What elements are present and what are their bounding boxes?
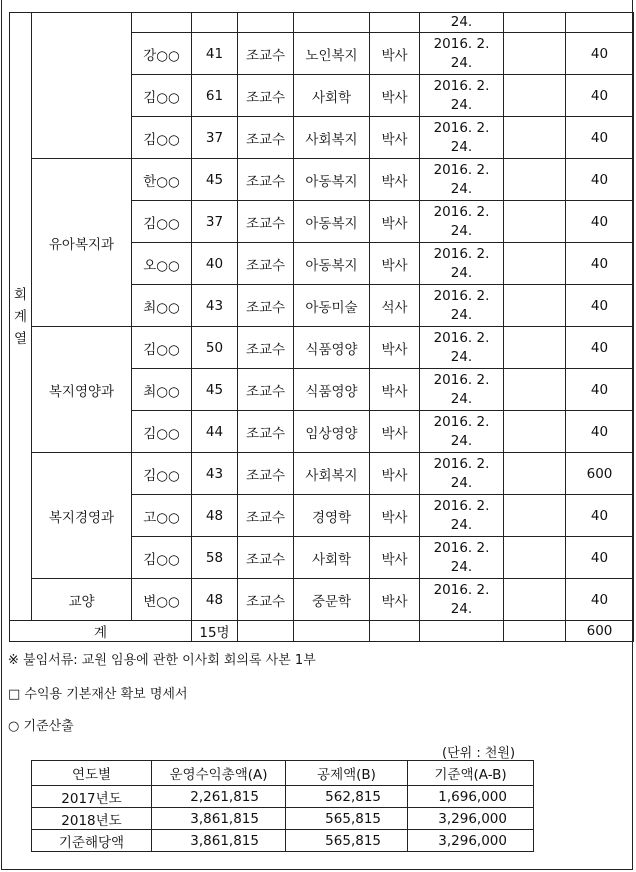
faculty-major: 아동복지 [294, 201, 370, 243]
department-cell: 복지영양과 [32, 327, 132, 453]
appointment-date [420, 369, 504, 411]
appointment-date-tail: 24. [420, 13, 504, 33]
faculty-rank: 조교수 [238, 369, 294, 411]
blank-cell [504, 33, 566, 75]
faculty-rank: 조교수 [238, 201, 294, 243]
column-header: 공제액(B) [286, 761, 408, 786]
department-cell: 유아복지과 [32, 159, 132, 327]
appointment-date-line: 2016. 2. [433, 161, 490, 178]
blank-cell [238, 621, 294, 642]
group-label-char: 열 [13, 330, 28, 347]
appointment-date-line: 24. [450, 306, 473, 323]
faculty-rank: 조교수 [238, 285, 294, 327]
faculty-major: 식품영양 [294, 369, 370, 411]
appointment-date-line: 2016. 2. [433, 581, 490, 598]
faculty-age: 40 [192, 243, 238, 285]
department-cell: 복지경영과 [32, 453, 132, 579]
total-amount: 600 [566, 621, 634, 642]
faculty-major: 임상영양 [294, 411, 370, 453]
faculty-age: 43 [192, 285, 238, 327]
amount-cell: 600 [566, 453, 634, 495]
blank-cell [294, 621, 370, 642]
faculty-major: 아동복지 [294, 243, 370, 285]
appointment-date-line: 24. [450, 516, 473, 533]
amount-cell: 40 [566, 537, 634, 579]
value-cell: 565,815 [286, 808, 408, 830]
attachment-note: ※ 불임서류: 교원 임용에 관한 이사회 회의록 사본 1부 [8, 653, 316, 668]
appointment-date-line: 24. [450, 222, 473, 239]
column-header: 연도별 [32, 761, 152, 786]
faculty-age: 58 [192, 537, 238, 579]
appointment-date-line: 2016. 2. [433, 203, 490, 220]
faculty-degree: 박사 [370, 495, 420, 537]
table-header-row [32, 761, 534, 786]
amount-cell: 40 [566, 411, 634, 453]
appointment-date-line: 2016. 2. [433, 371, 490, 388]
faculty-rank: 조교수 [238, 327, 294, 369]
faculty-degree: 박사 [370, 33, 420, 75]
appointment-date-line: 2016. 2. [433, 119, 490, 136]
faculty-name: 최○○ [132, 369, 192, 411]
blank-cell [504, 537, 566, 579]
faculty-rank: 조교수 [238, 495, 294, 537]
faculty-rank: 조교수 [238, 411, 294, 453]
appointment-date-line: 24. [450, 600, 473, 617]
faculty-name: 김○○ [132, 201, 192, 243]
faculty-name: 김○○ [132, 411, 192, 453]
row-label: 2017년도 [32, 786, 152, 808]
faculty-name: 김○○ [132, 117, 192, 159]
faculty-age: 37 [192, 201, 238, 243]
department-cell: 교양 [32, 579, 132, 621]
faculty-age: 44 [192, 411, 238, 453]
value-cell: 3,861,815 [152, 830, 286, 852]
faculty-degree: 박사 [370, 411, 420, 453]
table-row [10, 159, 634, 201]
appointment-date [420, 159, 504, 201]
amount-cell: 40 [566, 495, 634, 537]
faculty-rank: 조교수 [238, 537, 294, 579]
faculty-name: 고○○ [132, 495, 192, 537]
faculty-name: 김○○ [132, 75, 192, 117]
value-cell: 3,296,000 [408, 830, 534, 852]
blank-cell [504, 453, 566, 495]
faculty-name: 김○○ [132, 453, 192, 495]
blank-cell [504, 117, 566, 159]
value-cell: 3,861,815 [152, 808, 286, 830]
faculty-roster-table [9, 12, 634, 642]
amount-cell: 40 [566, 579, 634, 621]
statement-title: □ 수익용 기본재산 확보 명세서 [8, 687, 188, 702]
appointment-date [420, 453, 504, 495]
faculty-degree: 박사 [370, 243, 420, 285]
appointment-date [420, 579, 504, 621]
table-row [10, 13, 634, 33]
faculty-degree: 박사 [370, 369, 420, 411]
appointment-date [420, 537, 504, 579]
blank-cell [504, 621, 566, 642]
row-label: 기준해당액 [32, 830, 152, 852]
amount-cell: 40 [566, 243, 634, 285]
faculty-degree: 박사 [370, 75, 420, 117]
amount-cell: 40 [566, 285, 634, 327]
appointment-date [420, 327, 504, 369]
appointment-date-line: 24. [450, 390, 473, 407]
appointment-date [420, 243, 504, 285]
blank-cell [504, 411, 566, 453]
faculty-degree: 박사 [370, 117, 420, 159]
faculty-degree: 박사 [370, 579, 420, 621]
faculty-age: 61 [192, 75, 238, 117]
total-label: 계 [10, 621, 192, 642]
faculty-degree: 박사 [370, 453, 420, 495]
faculty-major: 사회학 [294, 75, 370, 117]
blank-cell [420, 621, 504, 642]
amount-cell: 40 [566, 159, 634, 201]
faculty-rank: 조교수 [238, 117, 294, 159]
appointment-date-line: 2016. 2. [433, 539, 490, 556]
faculty-name: 변○○ [132, 579, 192, 621]
amount-cell: 40 [566, 369, 634, 411]
total-count: 15명 [192, 621, 238, 642]
appointment-date [420, 201, 504, 243]
appointment-date-line: 2016. 2. [433, 77, 490, 94]
faculty-major: 경영학 [294, 495, 370, 537]
department-group-cell [10, 13, 32, 621]
appointment-date-line: 24. [450, 432, 473, 449]
column-header: 기준액(A-B) [408, 761, 534, 786]
appointment-date-line: 24. [450, 138, 473, 155]
appointment-date-line: 2016. 2. [433, 329, 490, 346]
faculty-degree: 박사 [370, 159, 420, 201]
amount-cell: 40 [566, 117, 634, 159]
faculty-major: 사회학 [294, 537, 370, 579]
value-cell: 562,815 [286, 786, 408, 808]
blank-cell [504, 75, 566, 117]
appointment-date-line: 2016. 2. [433, 455, 490, 472]
faculty-age: 50 [192, 327, 238, 369]
faculty-name: 김○○ [132, 327, 192, 369]
basis-body [32, 761, 534, 852]
group-label-char: 회 [13, 286, 28, 303]
amount-cell: 40 [566, 327, 634, 369]
faculty-name: 김○○ [132, 537, 192, 579]
blank-cell [504, 285, 566, 327]
amount-cell: 40 [566, 75, 634, 117]
appointment-date-line: 24. [450, 96, 473, 113]
faculty-major: 사회복지 [294, 117, 370, 159]
blank-cell [504, 369, 566, 411]
faculty-age: 37 [192, 117, 238, 159]
table-row [10, 327, 634, 369]
appointment-date [420, 495, 504, 537]
value-cell: 3,296,000 [408, 808, 534, 830]
blank-cell [504, 579, 566, 621]
basis-table [31, 760, 534, 852]
faculty-major: 노인복지 [294, 33, 370, 75]
faculty-age: 41 [192, 33, 238, 75]
total-row [10, 621, 634, 642]
faculty-age: 48 [192, 579, 238, 621]
faculty-rank: 조교수 [238, 579, 294, 621]
appointment-date-line: 24. [450, 474, 473, 491]
roster-body [10, 13, 634, 642]
faculty-degree: 석사 [370, 285, 420, 327]
faculty-rank: 조교수 [238, 453, 294, 495]
value-cell: 2,261,815 [152, 786, 286, 808]
row-label: 2018년도 [32, 808, 152, 830]
appointment-date [420, 285, 504, 327]
faculty-degree: 박사 [370, 327, 420, 369]
department-cell [32, 13, 132, 159]
faculty-degree: 박사 [370, 201, 420, 243]
appointment-date-line: 2016. 2. [433, 245, 490, 262]
amount-cell: 40 [566, 33, 634, 75]
appointment-date-line: 2016. 2. [433, 497, 490, 514]
basis-title: ○ 기준산출 [8, 719, 74, 734]
appointment-date [420, 33, 504, 75]
faculty-rank: 조교수 [238, 243, 294, 285]
department-group-label [10, 284, 31, 350]
table-row [32, 830, 534, 852]
faculty-rank: 조교수 [238, 33, 294, 75]
blank-cell [370, 621, 420, 642]
faculty-age: 43 [192, 453, 238, 495]
appointment-date-line: 2016. 2. [433, 35, 490, 52]
faculty-major: 식품영양 [294, 327, 370, 369]
faculty-major: 사회복지 [294, 453, 370, 495]
blank-cell [504, 159, 566, 201]
faculty-degree: 박사 [370, 537, 420, 579]
faculty-name: 한○○ [132, 159, 192, 201]
appointment-date-line: 24. [450, 348, 473, 365]
faculty-age: 45 [192, 369, 238, 411]
table-row [10, 579, 634, 621]
appointment-date-line: 24. [450, 180, 473, 197]
appointment-date-line: 24. [450, 54, 473, 71]
blank-cell [504, 495, 566, 537]
faculty-age: 48 [192, 495, 238, 537]
faculty-name: 최○○ [132, 285, 192, 327]
faculty-rank: 조교수 [238, 75, 294, 117]
column-header: 운영수익총액(A) [152, 761, 286, 786]
faculty-major: 아동복지 [294, 159, 370, 201]
faculty-age: 45 [192, 159, 238, 201]
appointment-date [420, 75, 504, 117]
appointment-date-line: 24. [450, 264, 473, 281]
faculty-name: 오○○ [132, 243, 192, 285]
group-label-char: 계 [13, 308, 28, 325]
faculty-major: 중문학 [294, 579, 370, 621]
faculty-name: 강○○ [132, 33, 192, 75]
faculty-rank: 조교수 [238, 159, 294, 201]
amount-cell: 40 [566, 201, 634, 243]
appointment-date-line: 2016. 2. [433, 413, 490, 430]
faculty-major: 아동미술 [294, 285, 370, 327]
value-cell: 1,696,000 [408, 786, 534, 808]
value-cell: 565,815 [286, 830, 408, 852]
table-row [10, 453, 634, 495]
appointment-date-line: 2016. 2. [433, 287, 490, 304]
table-row [32, 808, 534, 830]
table-row [32, 786, 534, 808]
unit-label: (단위 : 천원) [442, 746, 516, 761]
blank-cell [504, 327, 566, 369]
appointment-date [420, 117, 504, 159]
appointment-date [420, 411, 504, 453]
blank-cell [504, 201, 566, 243]
appointment-date-line: 24. [450, 558, 473, 575]
blank-cell [504, 243, 566, 285]
